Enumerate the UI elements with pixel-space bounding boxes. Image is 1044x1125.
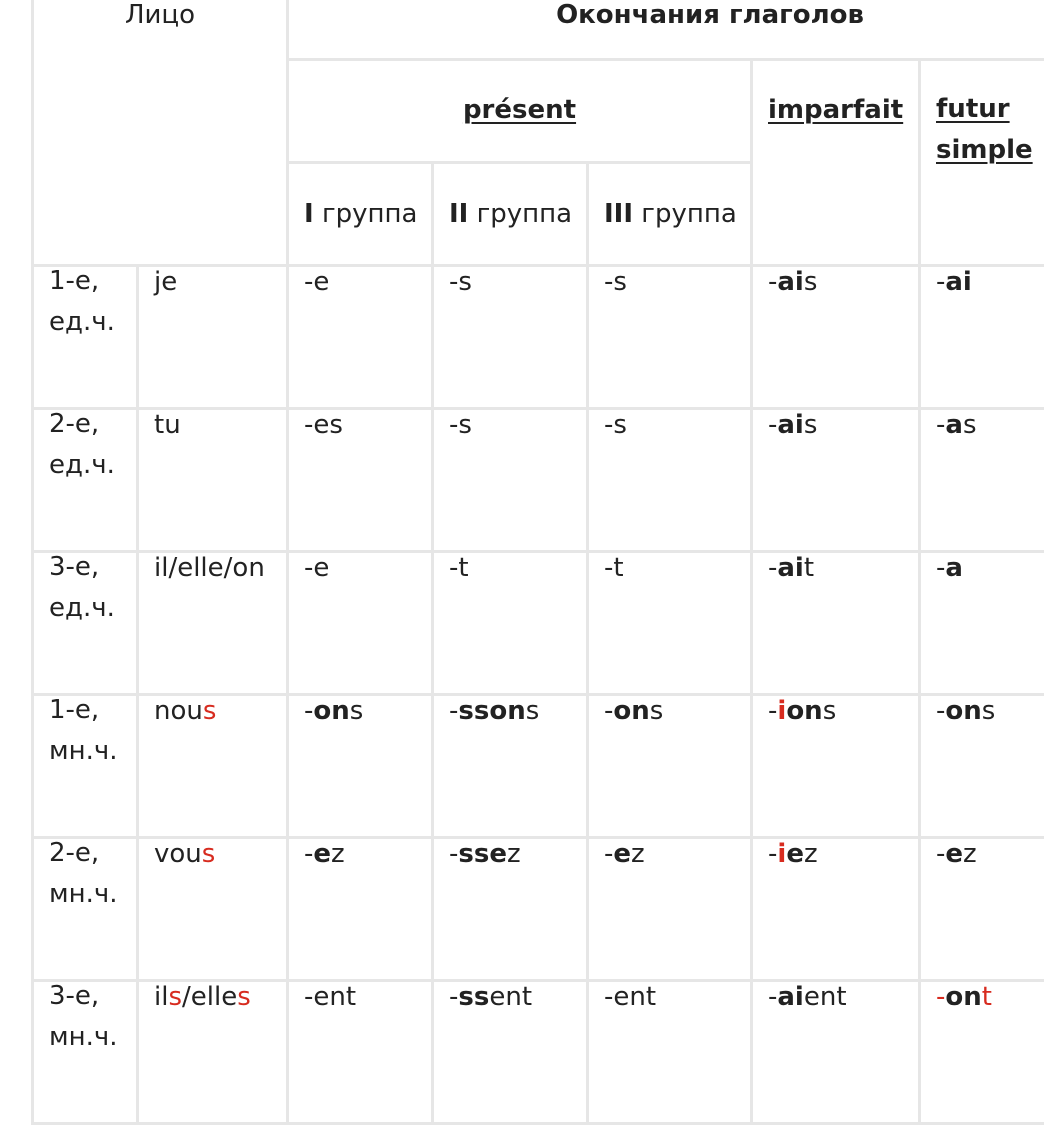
group-3-num: III	[604, 199, 633, 229]
text-segment: s	[168, 982, 182, 1012]
text-segment: -	[936, 696, 945, 726]
text-segment: ai	[777, 553, 803, 583]
text-segment: -	[936, 267, 945, 297]
text-segment: -s	[449, 410, 472, 440]
present-group-3-ending-cell	[588, 695, 752, 838]
text-segment: z	[631, 839, 645, 869]
text-segment: s	[350, 696, 364, 726]
text-segment: -t	[449, 553, 469, 583]
present-group-1-ending-cell	[288, 266, 433, 409]
person-label-line: 1-е,	[49, 266, 99, 296]
text-segment: -	[936, 410, 945, 440]
text-segment: ent	[489, 982, 532, 1012]
imparfait-ending-cell	[752, 695, 920, 838]
group-1-num: I	[304, 199, 314, 229]
text-segment: -	[936, 553, 945, 583]
pronoun-cell	[138, 981, 288, 1124]
person-label-line: ед.ч.	[49, 307, 115, 337]
text-segment: -s	[604, 410, 627, 440]
text-segment: sse	[458, 839, 507, 869]
present-group-2-ending-cell	[433, 838, 588, 981]
text-segment: a	[945, 553, 963, 583]
text-segment: z	[507, 839, 521, 869]
imparfait-ending-cell	[752, 266, 920, 409]
text-segment: nou	[154, 696, 203, 726]
text-segment: -s	[449, 267, 472, 297]
text-segment: ss	[458, 982, 489, 1012]
futur-simple-ending-cell	[920, 409, 1044, 552]
group-1-header	[288, 163, 433, 266]
text-segment: -es	[304, 410, 343, 440]
text-segment: -t	[604, 553, 624, 583]
present-group-1-ending-cell	[288, 409, 433, 552]
futur-line1: futur	[936, 94, 1010, 124]
person-label-line: 1-е,	[49, 695, 99, 725]
text-segment: on	[313, 696, 349, 726]
text-segment: il/elle/on	[154, 553, 265, 583]
table-row	[33, 695, 1044, 838]
present-group-1-ending-cell	[288, 552, 433, 695]
text-segment: s	[526, 696, 540, 726]
text-segment: z	[963, 839, 977, 869]
table-row	[33, 266, 1044, 409]
text-segment: tu	[154, 410, 181, 440]
text-segment: -	[604, 839, 613, 869]
present-link[interactable]: présent	[463, 95, 576, 125]
text-segment: on	[945, 982, 981, 1012]
text-segment: on	[613, 696, 649, 726]
text-segment: -e	[304, 267, 329, 297]
text-segment: -	[604, 696, 613, 726]
text-segment: ai	[777, 410, 803, 440]
group-2-num: II	[449, 199, 468, 229]
text-segment: i	[777, 696, 786, 726]
imparfait-link[interactable]: imparfait	[768, 95, 903, 125]
text-segment: -	[449, 982, 458, 1012]
pronoun-cell	[138, 838, 288, 981]
text-segment: -e	[304, 553, 329, 583]
text-segment: s	[804, 410, 818, 440]
person-label-line: 2-е,	[49, 409, 99, 439]
text-segment: -ent	[604, 982, 656, 1012]
person-label-line: ед.ч.	[49, 450, 115, 480]
group-3-header	[588, 163, 752, 266]
text-segment: -	[768, 410, 777, 440]
text-segment: -	[449, 839, 458, 869]
person-header-cell	[33, 0, 288, 266]
conjugation-table	[31, 0, 1044, 1125]
table-row	[33, 409, 1044, 552]
group-1-word: группа	[322, 199, 417, 229]
pronoun-cell	[138, 266, 288, 409]
text-segment: z	[331, 839, 345, 869]
text-segment: t	[982, 982, 992, 1012]
pronoun-cell	[138, 695, 288, 838]
text-segment: -	[768, 553, 777, 583]
endings-header: Окончания глаголов	[289, 0, 1044, 30]
text-segment: z	[804, 839, 818, 869]
text-segment: ai	[777, 267, 803, 297]
futur-simple-ending-cell	[920, 981, 1044, 1124]
present-group-2-ending-cell	[433, 409, 588, 552]
present-group-3-ending-cell	[588, 409, 752, 552]
text-segment: -	[936, 982, 945, 1012]
person-header: Лицо	[34, 0, 286, 30]
text-segment: on	[945, 696, 981, 726]
text-segment: ai	[777, 982, 803, 1012]
present-group-2-ending-cell	[433, 552, 588, 695]
text-segment: ent	[804, 982, 847, 1012]
present-group-3-ending-cell	[588, 838, 752, 981]
person-label-line: 3-е,	[49, 981, 99, 1011]
present-group-2-ending-cell	[433, 695, 588, 838]
present-group-2-ending-cell	[433, 266, 588, 409]
futur-simple-ending-cell	[920, 695, 1044, 838]
person-cell	[33, 266, 138, 409]
table-row	[33, 838, 1044, 981]
text-segment: -	[768, 839, 777, 869]
text-segment: -	[768, 267, 777, 297]
person-label-line: 2-е,	[49, 838, 99, 868]
present-header-cell	[288, 60, 752, 163]
text-segment: -	[304, 696, 313, 726]
imparfait-ending-cell	[752, 838, 920, 981]
person-label-line: мн.ч.	[49, 879, 118, 909]
text-segment: -	[936, 839, 945, 869]
text-segment: -	[768, 982, 777, 1012]
person-label-line: мн.ч.	[49, 736, 118, 766]
text-segment: ai	[945, 267, 971, 297]
text-segment: s	[650, 696, 664, 726]
futur-header-cell	[920, 60, 1044, 266]
present-group-1-ending-cell	[288, 695, 433, 838]
text-segment: t	[804, 553, 814, 583]
imparfait-header-cell	[752, 60, 920, 266]
endings-header-cell	[288, 0, 1044, 60]
text-segment: s	[237, 982, 251, 1012]
text-segment: s	[203, 696, 217, 726]
person-label-line: 3-е,	[49, 552, 99, 582]
text-segment: s	[823, 696, 837, 726]
person-label-line: мн.ч.	[49, 1022, 118, 1052]
present-group-3-ending-cell	[588, 266, 752, 409]
text-segment: s	[963, 410, 977, 440]
group-2-header	[433, 163, 588, 266]
futur-simple-link[interactable]	[936, 94, 1033, 165]
imparfait-ending-cell	[752, 409, 920, 552]
text-segment: e	[786, 839, 804, 869]
person-cell	[33, 409, 138, 552]
present-group-3-ending-cell	[588, 981, 752, 1124]
person-label-line: ед.ч.	[49, 593, 115, 623]
person-cell	[33, 695, 138, 838]
text-segment: e	[313, 839, 331, 869]
conjugation-rows	[33, 266, 1044, 1124]
present-group-1-ending-cell	[288, 838, 433, 981]
text-segment: -ent	[304, 982, 356, 1012]
text-segment: e	[945, 839, 963, 869]
text-segment: je	[154, 267, 177, 297]
text-segment: s	[202, 839, 216, 869]
text-segment: sson	[458, 696, 525, 726]
text-segment: on	[786, 696, 822, 726]
text-segment: e	[613, 839, 631, 869]
text-segment: -s	[604, 267, 627, 297]
present-group-1-ending-cell	[288, 981, 433, 1124]
table-row	[33, 981, 1044, 1124]
futur-simple-ending-cell	[920, 266, 1044, 409]
text-segment: -	[449, 696, 458, 726]
pronoun-cell	[138, 409, 288, 552]
pronoun-cell	[138, 552, 288, 695]
futur-simple-ending-cell	[920, 552, 1044, 695]
text-segment: s	[804, 267, 818, 297]
imparfait-ending-cell	[752, 981, 920, 1124]
present-group-3-ending-cell	[588, 552, 752, 695]
person-cell	[33, 981, 138, 1124]
person-cell	[33, 838, 138, 981]
text-segment: /elle	[182, 982, 237, 1012]
text-segment: s	[982, 696, 996, 726]
imparfait-ending-cell	[752, 552, 920, 695]
futur-line2: simple	[936, 135, 1033, 165]
text-segment: i	[777, 839, 786, 869]
table-row	[33, 552, 1044, 695]
text-segment: -	[304, 839, 313, 869]
person-cell	[33, 552, 138, 695]
present-group-2-ending-cell	[433, 981, 588, 1124]
text-segment: -	[768, 696, 777, 726]
text-segment: il	[154, 982, 168, 1012]
group-3-word: группа	[641, 199, 736, 229]
group-2-word: группа	[477, 199, 572, 229]
futur-simple-ending-cell	[920, 838, 1044, 981]
text-segment: a	[945, 410, 963, 440]
text-segment: vou	[154, 839, 202, 869]
